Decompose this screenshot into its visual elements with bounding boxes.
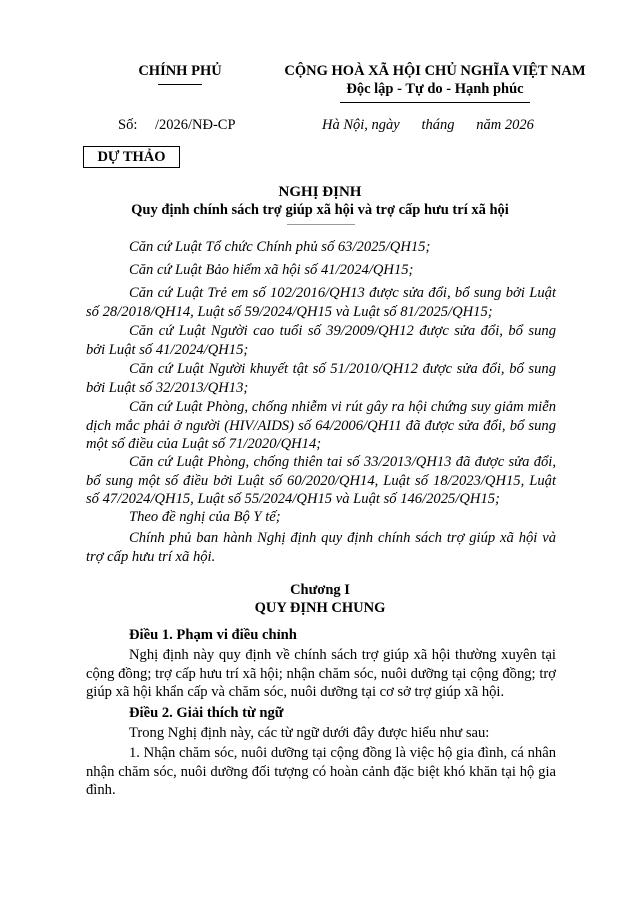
- chapter-number: Chương I: [290, 582, 350, 598]
- legal-basis: Căn cứ Luật Phòng, chống nhiễm vi rút gây ra hội chứng suy giảm miễn dịch mắc phải ở người (HIV/AIDS) số 64/2006/QH11 đã được sửa đổi, bổ sung một số điều của Luật số 71/2020/QH14;: [86, 399, 556, 453]
- issuing-agency-block: [110, 62, 250, 85]
- number-label: Số:: [118, 117, 138, 133]
- legal-basis: Căn cứ Luật Bảo hiểm xã hội số 41/2024/QH15;: [129, 262, 414, 278]
- article-paragraph: Nghị định này quy định về chính sách trợ giúp xã hội thường xuyên tại cộng đồng; trợ cấp hưu trí xã hội; nhận chăm sóc, nuôi dưỡng tại cộng đồng; trợ giúp xã hội khẩn cấp và chăm sóc, nuôi dưỡng tại cơ sở trợ giúp xã hội.: [86, 647, 556, 701]
- enactment-clause: Chính phủ ban hành Nghị định quy định chính sách trợ giúp xã hội và trợ cấp hưu trí xã hội.: [86, 530, 556, 565]
- motto: Độc lập - Tự do - Hạnh phúc: [346, 81, 524, 97]
- document-subject: Quy định chính sách trợ giúp xã hội và trợ cấp hưu trí xã hội: [131, 202, 509, 218]
- national-title-block: [270, 62, 600, 103]
- agency-underline: [158, 84, 202, 85]
- legal-basis: Căn cứ Luật Trẻ em số 102/2016/QH13 được sửa đổi, bổ sung bởi Luật số 28/2018/QH14, Luật số 59/2024/QH15 và Luật số 81/2025/QH15;: [86, 285, 556, 320]
- motto-underline: [340, 102, 530, 103]
- legal-basis: Căn cứ Luật Người khuyết tật số 51/2010/QH12 được sửa đổi, bổ sung bởi Luật số 32/2013/QH13;: [86, 361, 556, 396]
- article-title: Điều 2. Giải thích từ ngữ: [129, 705, 284, 721]
- place-date: Hà Nội, ngày tháng năm 2026: [322, 117, 534, 133]
- legal-basis: Căn cứ Luật Tổ chức Chính phủ số 63/2025/QH15;: [129, 239, 431, 255]
- article-paragraph: Trong Nghị định này, các từ ngữ dưới đây được hiểu như sau:: [129, 725, 490, 741]
- legal-basis: Theo đề nghị của Bộ Y tế;: [129, 509, 281, 525]
- chapter-title: QUY ĐỊNH CHUNG: [254, 600, 386, 616]
- draft-stamp: DỰ THẢO: [83, 146, 180, 168]
- legal-basis: Căn cứ Luật Người cao tuổi số 39/2009/QH12 được sửa đổi, bổ sung bởi Luật số 41/2024/QH15;: [86, 323, 556, 358]
- article-title: Điều 1. Phạm vi điều chỉnh: [129, 627, 297, 643]
- article-paragraph: 1. Nhận chăm sóc, nuôi dưỡng tại cộng đồng là việc hộ gia đình, cá nhân nhận chăm sóc, nuôi dưỡng đối tượng có hoàn cảnh đặc biệt khó khăn tại hộ gia đình.: [86, 745, 556, 799]
- document-type: NGHỊ ĐỊNH: [278, 184, 362, 200]
- issuing-agency: CHÍNH PHỦ: [138, 63, 222, 79]
- republic-title: CỘNG HOÀ XÃ HỘI CHỦ NGHĨA VIỆT NAM: [284, 63, 586, 79]
- title-underline: [287, 224, 355, 225]
- number-value: /2026/NĐ-CP: [154, 117, 236, 133]
- document-number: [118, 116, 236, 134]
- legal-basis: Căn cứ Luật Phòng, chống thiên tai số 33/2013/QH13 đã được sửa đổi, bổ sung một số điều bởi Luật số 60/2020/QH14, Luật số 18/2023/QH15, Luật số 47/2024/QH15, Luật số 55/2024/QH15 và Luật số 146/2025/QH15;: [86, 454, 556, 508]
